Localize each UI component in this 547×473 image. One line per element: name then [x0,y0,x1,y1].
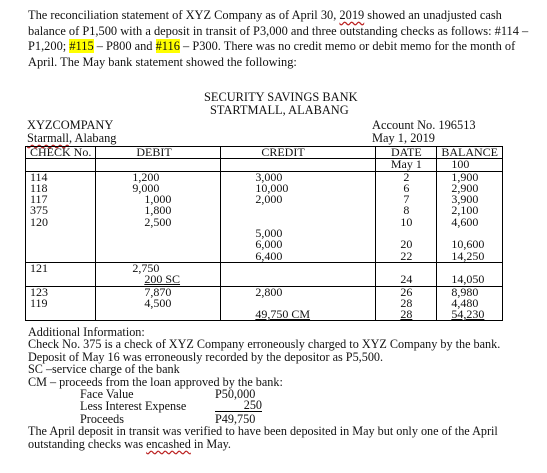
interest-label: Less Interest Expense [80,399,187,414]
balance-cell: 1,900 [437,171,503,183]
additional-heading: Additional Information: [28,325,145,339]
intro-text-1: The reconciliation statement of XYZ Company as of April 30, [28,8,340,22]
intro-text-4: – P300. There was no credit memo or debit memo for the month of April. The May bank statement showed the following: [28,39,516,69]
balance-cell: 8,980 [437,286,503,298]
header-debit: DEBIT [96,147,221,159]
table-row [26,205,503,216]
date-cell: 28 [376,309,437,321]
info-line-part: outstanding checks was [28,436,147,451]
debit-cell: 200 SC [96,274,221,286]
credit-cell: 6,400 [221,251,376,263]
credit-cell: 6,000 [221,239,376,250]
proceeds-label: Proceeds [80,411,124,426]
info-line: SC –service charge of the bank [28,362,180,377]
debit-cell: 4,500 [96,298,221,309]
balance-cell: 2,900 [437,183,503,194]
balance-cell: 14,250 [437,251,503,263]
check-cell: 118 [26,183,96,194]
problem-intro [28,8,540,70]
balance-cell: 3,900 [437,194,503,205]
balance-cell: 4,600 [437,217,503,228]
debit-cell: 1,000 [96,194,221,205]
date-cell: 6 [376,183,437,194]
check-cell: 123 [26,286,96,298]
encashed-word: encashed [146,436,191,451]
credit-cell: 5,000 [221,228,376,239]
proceeds-row [28,413,543,425]
balance-cell: 14,050 [437,274,503,286]
debit-cell: 9,000 [96,183,221,194]
info-line: CM – proceeds from the loan approved by the bank: [28,374,283,389]
debit-cell: 2,750 [96,262,221,274]
table-header-row [26,147,503,159]
credit-cell: 10,000 [221,183,376,194]
debit-cell: 1,800 [96,205,221,216]
bank-statement-table [25,146,503,321]
table-row [26,251,503,263]
check-cell: 120 [26,217,96,228]
check-cell: 119 [26,298,96,309]
info-line: Check No. 375 is a check of XYZ Company erroneously charged to XYZ Company by the bank. [28,337,501,352]
company-address-starmall: Starmall [27,131,69,145]
date-cell: 22 [376,251,437,263]
header-date: DATE [376,147,437,159]
intro-year: 2019 [339,8,365,22]
debit-cell: 2,500 [96,217,221,228]
date-cell: 8 [376,205,437,216]
check-115-highlight: #115 [69,39,94,53]
account-number: Account No. 196513 [372,118,476,132]
interest-amount: 250 [215,400,262,412]
credit-cell: 49,750 CM [221,309,376,321]
check-cell: 375 [26,205,96,216]
date-cell: 20 [376,239,437,250]
check-cell: 121 [26,262,96,274]
bank-name: SECURITY SAVINGS BANK [204,90,358,104]
balance-cell: 2,100 [437,205,503,216]
date-cell: 7 [376,194,437,205]
debit-cell: 1,200 [96,171,221,183]
debit-cell: 7,870 [96,286,221,298]
intro-text-2: showed an unadjusted cash balance of P1,500 with a deposit in transit of P3,000 and three outstanding checks as follows: #114 – P1,200; [28,8,529,53]
intro-text-3: – P800 and [93,39,156,53]
bank-address: STARTMALL, ALABANG [210,103,349,117]
check-116-highlight: #116 [155,39,180,53]
date-cell: May 1 [376,159,437,171]
company-address-rest: , Alabang [68,131,117,145]
interest-row [28,400,543,412]
table-row [26,194,503,205]
face-value-amount: P50,000 [215,387,256,402]
header-check-no: CHECK No. [26,147,96,159]
info-line: The April deposit in transit was verified to have been deposited in May but only one of the April [28,424,498,439]
credit-cell: 2,800 [221,286,376,298]
credit-cell: 2,000 [221,194,376,205]
balance-cell: 54,230 [437,309,503,321]
additional-information [28,326,543,450]
table-row [26,262,503,274]
proceeds-amount: P49,750 [215,411,256,426]
balance-cell: 10,600 [437,239,503,250]
info-line: Deposit of May 16 was erroneously recorded by the depositor as P5,500. [28,349,384,364]
table-row [26,286,503,298]
date-cell: 2 [376,171,437,183]
face-value-label: Face Value [80,387,134,402]
balance-cell: 100 [437,159,503,171]
date-cell: 10 [376,217,437,228]
statement-date: May 1, 2019 [372,131,435,145]
info-line-part: in May. [190,436,231,451]
info-line [28,438,543,450]
check-cell: 114 [26,171,96,183]
header-balance: BALANCE [437,147,503,159]
balance-cell: 4,480 [437,298,503,309]
date-cell: 24 [376,274,437,286]
date-cell: 28 [376,298,437,309]
credit-cell: 3,000 [221,171,376,183]
header-credit: CREDIT [221,147,376,159]
date-cell: 26 [376,286,437,298]
table-row [26,309,503,321]
company-name: XYZCOMPANY [27,118,114,132]
check-cell: 117 [26,194,96,205]
